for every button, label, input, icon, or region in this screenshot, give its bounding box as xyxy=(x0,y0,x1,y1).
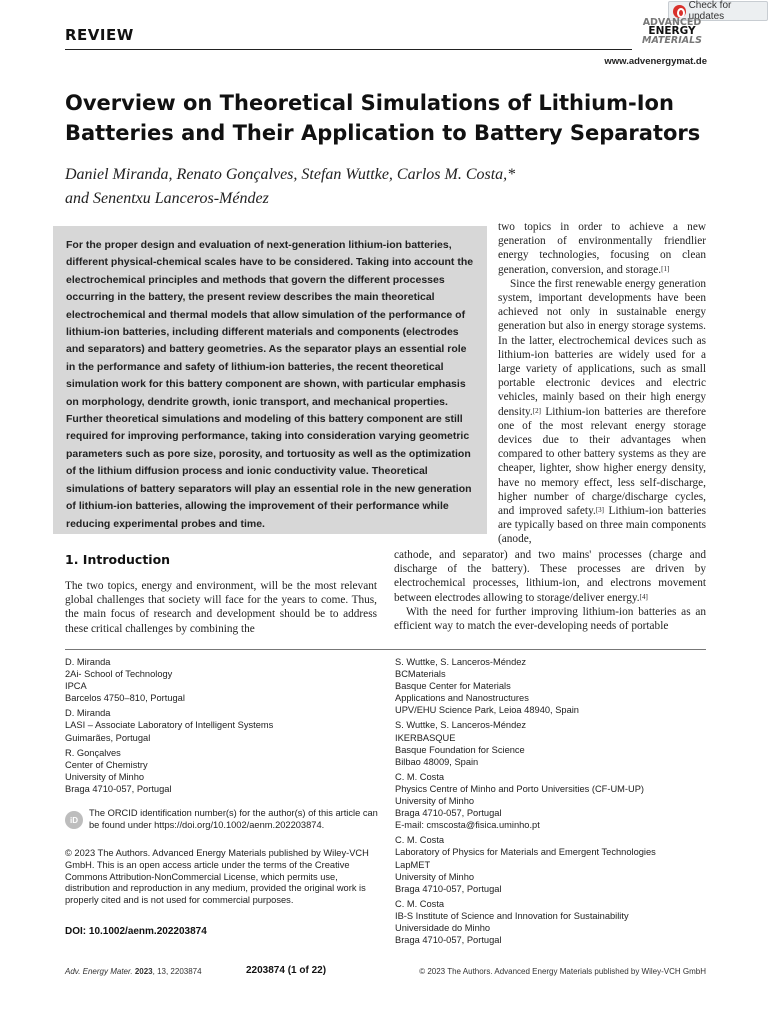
affiliation-line: Braga 4710-057, Portugal xyxy=(65,783,172,794)
citation-ref[interactable]: [1] xyxy=(661,264,670,273)
affiliation-line: IB-S Institute of Science and Innovation for Sustainability xyxy=(395,910,629,921)
paragraph xyxy=(394,548,706,605)
author-list xyxy=(65,163,705,211)
citation-ref[interactable]: [3] xyxy=(595,506,604,515)
authors-line-1: Daniel Miranda, Renato Gonçalves, Stefan Wuttke, Carlos M. Costa,* xyxy=(65,166,516,183)
paragraph-text: cathode, and separator) and two mains' processes (charge and discharge of the battery). These processes are driven by electrochemical processes, lithium-ion, and electrons movement between electrodes allowing to storage/deliver energy. xyxy=(394,549,706,604)
intro-text xyxy=(65,579,377,636)
affiliation-line: C. M. Costa xyxy=(395,771,445,782)
affiliation-line: 2Ai- School of Technology xyxy=(65,669,173,680)
affiliation-line: Laboratory of Physics for Materials and Emergent Technologies xyxy=(395,847,656,858)
journal-url[interactable]: www.advenergymat.de xyxy=(604,56,707,67)
affiliation xyxy=(65,747,375,795)
paragraph-text: Since the first renewable energy generation system, important developments have been achieved not only in sustainable energy generation but also in energy storage systems. In the latter, electrochemical devices such as lithium-ion batteries are widely used for a large variety of applications, such as small portable electronic devices and electric vehicles, mainly based on their high energy density. xyxy=(498,277,706,418)
affiliation xyxy=(395,719,715,767)
affiliation-line: Braga 4710-057, Portugal xyxy=(395,883,502,894)
affiliation-line: D. Miranda xyxy=(65,708,111,719)
paragraph: With the need for further improving lithium-ion batteries as an efficient way to match the ever-developing needs of portable xyxy=(394,605,706,633)
affiliation-line: BCMaterials xyxy=(395,669,446,680)
license-text: © 2023 The Authors. Advanced Energy Materials published by Wiley-VCH GmbH. This is an open access article under the terms of the Creative Commons Attribution-NonCommercial License, which permits use, distribution and reproduction in any medium, provided the original work is properly cited and is not used for commercial purposes. xyxy=(65,848,369,906)
affiliation-line: IPCA xyxy=(65,681,87,692)
logo-line-2: ENERGY xyxy=(648,25,696,37)
footer-copyright: © 2023 The Authors. Advanced Energy Materials published by Wiley-VCH GmbH xyxy=(419,967,706,976)
affiliation-line: University of Minho xyxy=(65,771,145,782)
affiliation-line: UPV/EHU Science Park, Leioa 48940, Spain xyxy=(395,705,579,716)
affiliation-line: D. Miranda xyxy=(65,657,111,667)
affiliation-line: LapMET xyxy=(395,859,431,870)
section-label: REVIEW xyxy=(65,26,134,44)
affiliation-line: S. Wuttke, S. Lanceros-Méndez xyxy=(395,657,527,667)
abstract-box xyxy=(53,226,487,534)
paragraph xyxy=(498,220,706,277)
crossmark-icon xyxy=(673,5,686,18)
affiliation-line: Basque Foundation for Science xyxy=(395,744,525,755)
affiliation-line: Universidade do Minho xyxy=(395,922,491,933)
orcid-icon: iD xyxy=(65,811,83,829)
affiliation-line: Braga 4710-057, Portugal xyxy=(395,935,502,946)
citation-ref[interactable]: [4] xyxy=(639,592,648,601)
journal-logo xyxy=(632,18,712,45)
affiliation-line: Barcelos 4750–810, Portugal xyxy=(65,693,185,704)
affiliation-line: Braga 4710-057, Portugal xyxy=(395,808,502,819)
affiliation-line: C. M. Costa xyxy=(395,835,445,846)
paragraph-text: two topics in order to achieve a new generation of environmentally friendlier energy technologies, focusing on clean generation, conversion, and storage. xyxy=(498,221,706,276)
logo-line-3: MATERIALS xyxy=(642,35,702,46)
section-heading: 1. Introduction xyxy=(65,552,171,567)
affiliation-line: University of Minho xyxy=(395,796,475,807)
affiliations-left xyxy=(65,656,375,798)
abstract-text: For the proper design and evaluation of next-generation lithium-ion batteries, different physical-chemical scales have to be considered. Taking into account the electrochemical principles and methods that govern the different processes occurring in the battery, the present review describes the main theoretical electrochemical and thermal models that allow simulation of the performance of lithium-ion batteries, including different materials and components (electrodes and separators) and battery geometries. As the separator plays an essential role in the performance and safety of lithium-ion batteries, the recent theoretical simulation work for this battery component are shown, with particular emphasis on morphology, dendrite growth, ionic transport, and mechanical properties. Further theoretical simulations and modeling of this battery component are still required for improving performance, taking into consideration varying geometric parameters such as pore size, porosity, and tortuosity as well as the optimization of the lithium diffusion process and ionic conductivity value. Theoretical simulations of battery separators will play an essential role in the new generation of lithium-ion batteries, allowing the improvement of their performance while reducing experimental probes and time. xyxy=(66,239,474,530)
orcid-note xyxy=(65,808,380,831)
footer-citation xyxy=(65,967,202,976)
affiliation-line: IKERBASQUE xyxy=(395,732,456,743)
affiliation-line: Applications and Nanostructures xyxy=(395,693,529,704)
footer-journal: Adv. Energy Mater. xyxy=(65,967,133,976)
paragraph-text: Lithium-ion batteries are therefore one of the most relevant energy storage devices due to their advantages when compared to other battery systems as they are cheaper, lighter, show higher energy density, have no memory effect, less self-discharge, higher number of charge/discharge cycles, and improved safety. xyxy=(498,405,706,518)
affiliation-line: R. Gonçalves xyxy=(65,747,121,758)
affiliation-line: Center of Chemistry xyxy=(65,759,148,770)
check-updates-label: Check for updates xyxy=(688,0,732,22)
affiliation-line: Guimarães, Portugal xyxy=(65,732,151,743)
footer-year: 2023 xyxy=(134,967,153,976)
affiliation xyxy=(395,834,715,894)
authors-line-2: and Senentxu Lanceros-Méndez xyxy=(65,190,269,207)
affiliation-line: S. Wuttke, S. Lanceros-Méndez xyxy=(395,720,527,731)
paragraph xyxy=(498,277,706,547)
doi-link[interactable]: DOI: 10.1002/aenm.202203874 xyxy=(65,926,207,937)
affiliation-line: Bilbao 48009, Spain xyxy=(395,756,479,767)
footnote-rule xyxy=(65,649,706,650)
affiliation-line: Basque Center for Materials xyxy=(395,681,511,692)
right-column-text xyxy=(498,220,706,547)
citation-ref[interactable]: [2] xyxy=(532,406,541,415)
affiliation-line: University of Minho xyxy=(395,871,475,882)
orcid-text[interactable]: The ORCID identification number(s) for the author(s) of this article can be found under https://doi.org/10.1002/aenm.202203874. xyxy=(89,808,378,830)
affiliation xyxy=(65,656,375,704)
right-column-continued xyxy=(394,548,706,633)
affiliation xyxy=(65,707,375,743)
affiliation xyxy=(395,656,715,716)
affiliations-right xyxy=(395,656,715,949)
page-number: 2203874 (1 of 22) xyxy=(246,965,327,976)
email-link[interactable]: E-mail: cmscosta@fisica.uminho.pt xyxy=(395,820,540,831)
affiliation-line: LASI – Associate Laboratory of Intelligent Systems xyxy=(65,720,274,731)
affiliation xyxy=(395,771,715,831)
header-rule xyxy=(65,49,632,50)
affiliation xyxy=(395,898,715,946)
paragraph: The two topics, energy and environment, will be the most relevant global challenges that society will face for the years to come. Thus, the main focus of research and development should be to address these critical challenges by combining the xyxy=(65,580,377,635)
affiliation-line: C. M. Costa xyxy=(395,898,445,909)
paragraph-text: Lithium-ion batteries are typically based on three main components (anode, xyxy=(498,505,706,546)
article-title: Overview on Theoretical Simulations of Lithium-Ion Batteries and Their Application to Battery Separators xyxy=(65,91,701,145)
footer-issue: , 13, 2203874 xyxy=(152,967,202,976)
logo-line-1: ADVANCED xyxy=(642,17,702,28)
affiliation-line: Physics Centre of Minho and Porto Universities (CF-UM-UP) xyxy=(395,783,645,794)
